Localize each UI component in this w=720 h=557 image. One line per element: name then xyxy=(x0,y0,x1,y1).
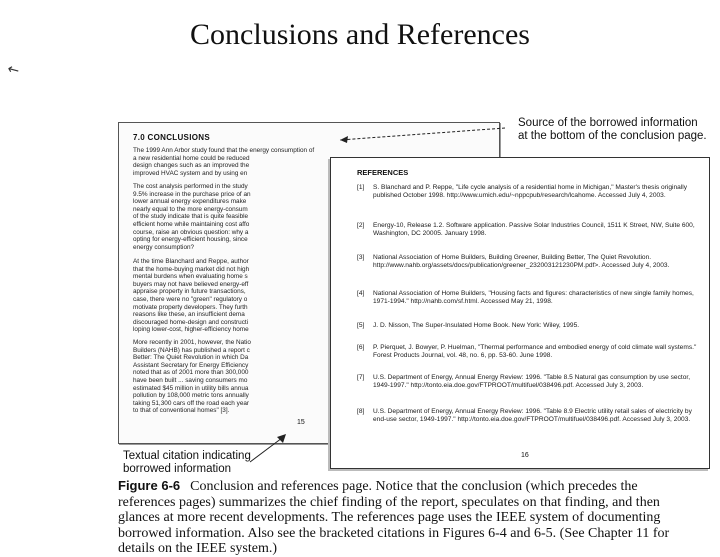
conclusions-paragraph: More recently in 2001, however, the Natio Builders (NAHB) has published a report c Better: The Quiet Revolution in which Da Assistant Secretary for Energy Efficiency noted that as of 2001 more than 300,000 have been built ... saving consumers mo estimated $45 million in utility bills annua pollution by 108,000 metric tons annually taking 51,300 cars off the road each year to that of conventional homes" [3]. xyxy=(133,339,251,415)
reference-number: [7] xyxy=(357,374,365,381)
callout-source-note: Source of the borrowed information at the bottom of the conclusion page. xyxy=(518,117,707,142)
corner-mark: ↖ xyxy=(5,61,23,80)
reference-number: [6] xyxy=(357,344,365,351)
reference-text: National Association of Home Builders, "Housing facts and figures: characteristics of new single family homes, 1971-1994." http://nahb.com/sf.html. Accessed May 21, 1998. xyxy=(373,290,694,305)
reference-text: U.S. Department of Energy, Annual Energy Review: 1996. "Table 8.5 Natural gas consumption by use sector, 1949-1997." http://tonto.eia.doe.gov/FTPROOT/multifuel/038496.pdf. Accessed July 3, 2003. xyxy=(373,374,691,389)
reference-text: National Association of Home Builders, Building Greener, Building Better, The Quiet Revolution. http://www.nahb.org/assets/docs/publication/greener_232003121230PM.pdf>. Accessed July 4, 2003. xyxy=(373,254,670,269)
figure-caption-text: Conclusion and references page. Notice that the conclusion (which precedes the references pages) summarizes the chief finding of the report, speculates on that finding, and then glances at more recent developments. The references page uses the IEEE system of documenting borrowed information. Also see the bracketed citations in Figures 6-4 and 6-5. (See Chapter 11 for details on the IEEE system.) xyxy=(118,479,670,556)
reference-text: P. Pierquet, J. Bowyer, P. Huelman, "Thermal performance and embodied energy of cold climate wall systems." Forest Products Journal, vol. 48, no. 6, pp. 53-60. June 1998. xyxy=(373,344,697,359)
reference-text: S. Blanchard and P. Reppe, "Life cycle analysis of a residential home in Michigan," Master's thesis originally published October 1998. http://www.umich.edu/~nppcpub/research/lcahome. Accessed July 4, 2003. xyxy=(373,184,688,199)
reference-number: [2] xyxy=(357,222,365,229)
conclusions-paragraph: At the time Blanchard and Reppe, author that the home-buying market did not high mental burdens when evaluating home s buyers may not have believed energy-eff appraise property in future transactions, case, there were no "green" regulatory o motivate property developers. They furth reasons like these, an insufficient dema discouraged home-design and constructi loping lower-cost, higher-efficiency home xyxy=(133,258,250,334)
figure-label: Figure 6-6 xyxy=(118,478,181,493)
figure-caption xyxy=(118,478,698,557)
references-heading: REFERENCES xyxy=(357,168,409,177)
callout-citation-note: Textual citation indicating borrowed information xyxy=(123,450,251,475)
conclusions-paragraph: The 1999 Ann Arbor study found that the energy consumption of a new residential home could be reduced design changes such as an improved the improved HVAC system and by using en xyxy=(133,147,315,177)
callout-arrows xyxy=(0,95,720,540)
reference-number: [5] xyxy=(357,322,365,329)
reference-text: J. D. Nisson, The Super-Insulated Home Book. New York: Wiley, 1995. xyxy=(373,322,580,329)
reference-number: [1] xyxy=(357,184,365,191)
reference-number: [4] xyxy=(357,290,365,297)
reference-number: [3] xyxy=(357,254,365,261)
conclusions-heading: 7.0 CONCLUSIONS xyxy=(133,133,210,142)
reference-text: Energy-10, Release 1.2. Software application. Passive Solar Industries Council, 1511 K Street, NW, Suite 600, Washington, DC 20005. January 1998. xyxy=(373,222,695,237)
arrow-to-citation-head xyxy=(277,434,286,443)
references-page-number: 16 xyxy=(521,452,529,459)
conclusions-paragraph: The cost analysis performed in the study 9.5% increase in the purchase price of an lower annual energy expenditures make nearly equal to the more energy-consum of the study indicate that is quite feasible efficient home while maintaining cost affo course, raise an obvious question: why a opting for energy-efficient housing, since energy consumption? xyxy=(133,183,251,251)
reference-number: [8] xyxy=(357,408,365,415)
reference-text: U.S. Department of Energy, Annual Energy Review: 1996. "Table 8.9 Electric utility retail sales of electricity by end-use sector, 1949-1997." http://tonto.eia.doe.gov/FTPROOT/multifuel/038496.pdf. Accessed July 3, 2003. xyxy=(373,408,692,423)
slide-title: Conclusions and References xyxy=(190,18,530,51)
arrow-to-references-head xyxy=(340,136,348,143)
arrow-to-references-line xyxy=(340,128,505,140)
conclusions-page-number: 15 xyxy=(297,419,305,426)
